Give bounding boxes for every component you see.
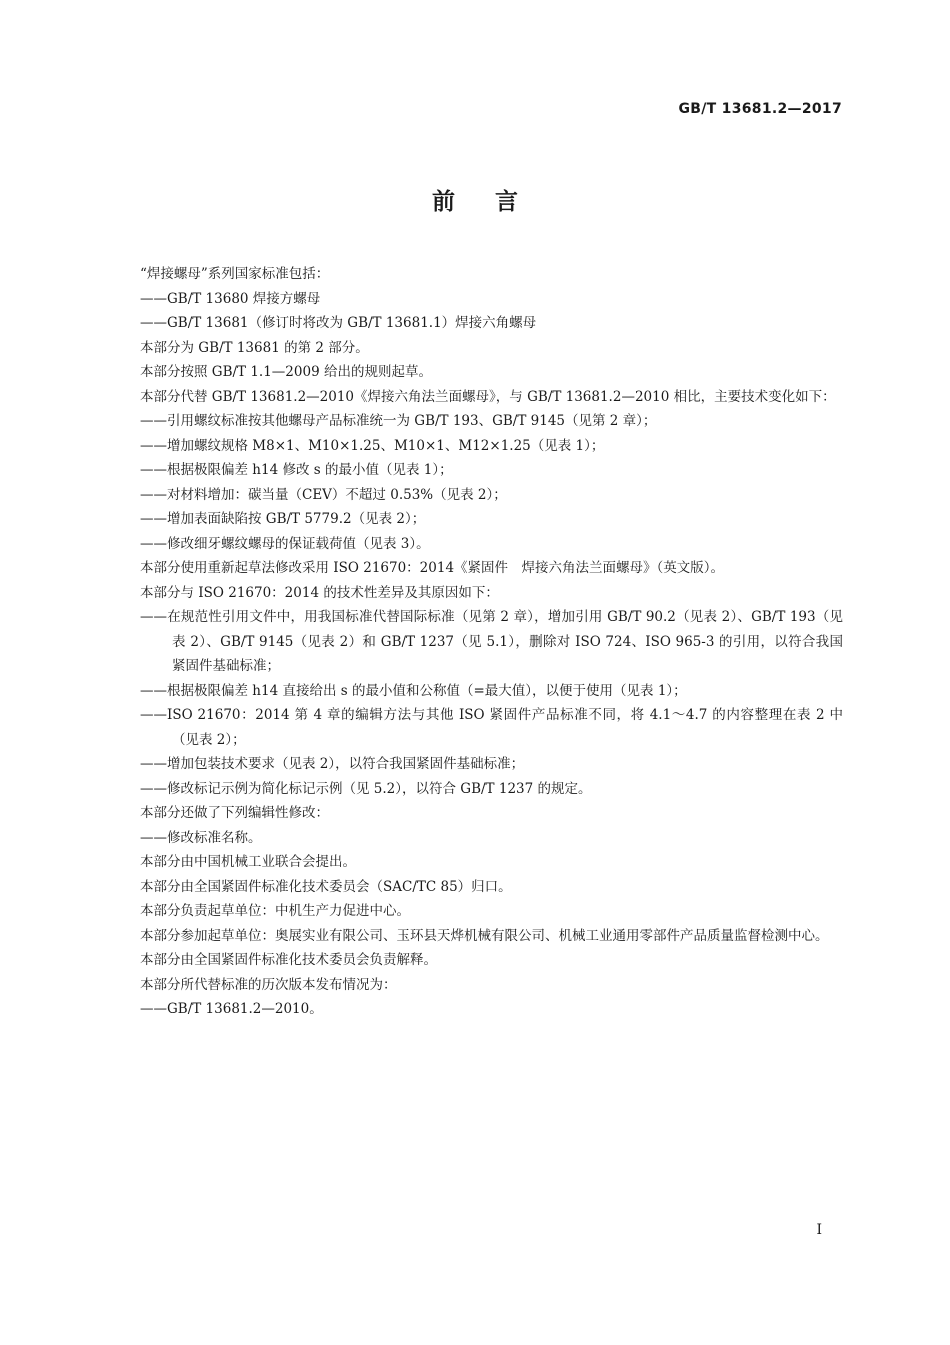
standard-code: GB/T 13681.2—2017: [678, 101, 842, 117]
list-item: ——根据极限偏差 h14 修改 s 的最小值（见表 1）；: [140, 462, 453, 478]
paragraph: 本部分代替 GB/T 13681.2—2010《焊接六角法兰面螺母》，与 GB/T 13681.2—2010 相比，主要技术变化如下：: [140, 388, 836, 405]
paragraph: 本部分与 ISO 21670：2014 的技术性差异及其原因如下：: [140, 584, 499, 601]
page-title: 前言: [432, 189, 558, 215]
foreword-body: [108, 262, 843, 1022]
list-item: ——修改细牙螺纹螺母的保证载荷值（见表 3）。: [140, 535, 430, 552]
paragraph: “焊接螺母”系列国家标准包括：: [140, 266, 330, 282]
paragraph: 本部分还做了下列编辑性修改：: [140, 805, 329, 821]
list-item: ——GB/T 13680 焊接方螺母: [140, 290, 321, 307]
list-item: ——增加表面缺陷按 GB/T 5779.2（见表 2）；: [140, 511, 426, 527]
paragraph: 本部分使用重新起草法修改采用 ISO 21670：2014《紧固件 焊接六角法兰面螺母》（英文版）。: [140, 560, 725, 576]
list-item: ——GB/T 13681（修订时将改为 GB/T 13681.1）焊接六角螺母: [140, 315, 537, 331]
list-item: ——在规范性引用文件中，用我国标准代替国际标准（见第 2 章），增加引用 GB/T 90.2（见表 2）、GB/T 193（见表 2）、GB/T 9145（见表 2）和 GB/T 1237（见 5.1），删除对 ISO 724、ISO 965-3 的引用，以符合我国紧固件基础标准；: [140, 609, 843, 674]
paragraph: 本部分所代替标准的历次版本发布情况为：: [140, 976, 397, 993]
paragraph: 本部分由中国机械工业联合会提出。: [140, 854, 356, 870]
list-item: ——引用螺纹标准按其他螺母产品标准统一为 GB/T 193、GB/T 9145（见第 2 章）；: [140, 413, 657, 429]
list-item: ——修改标记示例为简化标记示例（见 5.2），以符合 GB/T 1237 的规定。: [140, 780, 592, 797]
paragraph: 本部分参加起草单位：奥展实业有限公司、玉环县天烨机械有限公司、机械工业通用零部件产品质量监督检测中心。: [140, 927, 829, 944]
list-item: ——修改标准名称。: [140, 829, 262, 846]
paragraph: 本部分由全国紧固件标准化技术委员会负责解释。: [140, 952, 437, 968]
list-item: ——对材料增加：碳当量（CEV）不超过 0.53%（见表 2）；: [140, 486, 507, 503]
list-item: ——ISO 21670：2014 第 4 章的编辑方法与其他 ISO 紧固件产品标准不同，将 4.1～4.7 的内容整理在表 2 中（见表 2）；: [140, 707, 843, 748]
list-item: ——GB/T 13681.2—2010。: [140, 1001, 323, 1017]
paragraph: 本部分为 GB/T 13681 的第 2 部分。: [140, 339, 369, 356]
list-item: ——增加包装技术要求（见表 2），以符合我国紧固件基础标准；: [140, 756, 525, 772]
list-item: ——根据极限偏差 h14 直接给出 s 的最小值和公称值（=最大值），以便于使用（见表 1）；: [140, 682, 687, 699]
paragraph: 本部分按照 GB/T 1.1—2009 给出的规则起草。: [140, 364, 432, 380]
page-number: I: [816, 1222, 822, 1238]
list-item: ——增加螺纹规格 M8×1、M10×1.25、M10×1、M12×1.25（见表 1）；: [140, 437, 605, 454]
paragraph: 本部分由全国紧固件标准化技术委员会（SAC/TC 85）归口。: [140, 878, 512, 895]
paragraph: 本部分负责起草单位：中机生产力促进中心。: [140, 903, 410, 919]
